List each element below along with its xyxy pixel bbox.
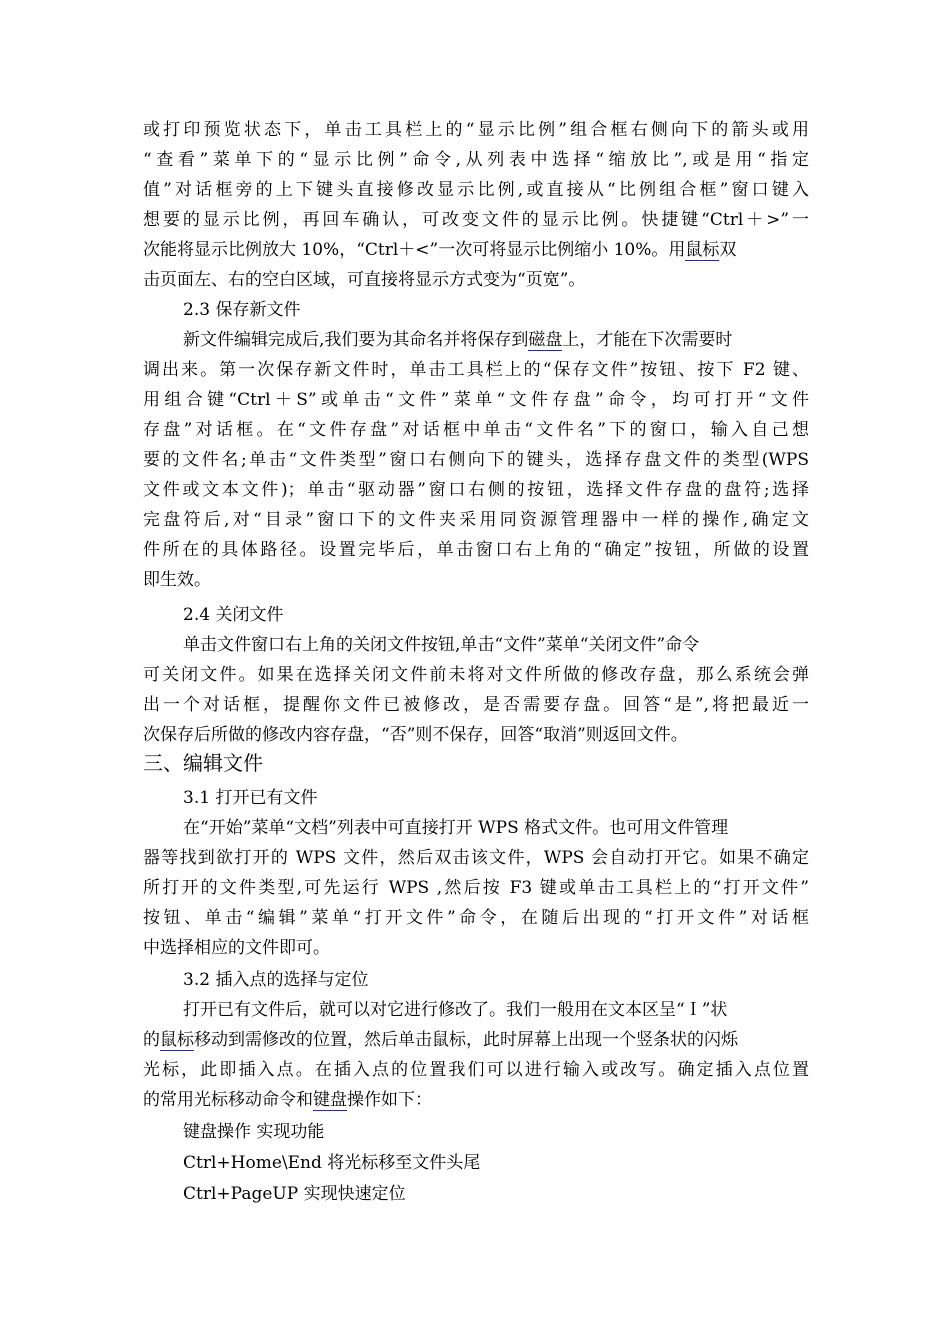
text-line: 中选择相应的文件即可。 (143, 938, 330, 958)
text-line: 或打印预览状态下，单击工具栏上的“显示比例”组合框右侧向下的箭头或用 (143, 120, 809, 140)
section-heading-3-1: 3.1 打开已有文件 (183, 788, 318, 808)
text-line: 击页面左、右的空白区域，可直接将显示方式变为“页宽”。 (143, 270, 586, 290)
section-heading-2-3: 2.3 保存新文件 (183, 300, 301, 320)
text-line: 器等找到欲打开的 WPS 文件，然后双击该文件，WPS 会自动打开它。如果不确定 (143, 848, 809, 868)
chapter-heading-edit-file: 三、编辑文件 (143, 751, 263, 775)
text-segment: 移动到需修改的位置，然后单击鼠标，此时屏幕上出现一个竖条状的闪烁 (194, 1030, 738, 1050)
paragraph-close-file (143, 630, 809, 750)
text-line: 完盘符后,对“目录”窗口下的文件夹采用同资源管理器中一样的操作,确定文 (143, 510, 809, 530)
text-line (143, 325, 809, 355)
keyboard-link[interactable]: 键盘 (313, 1090, 347, 1110)
list-item: 键盘操作 实现功能 (183, 1122, 325, 1142)
text-line: 单击文件窗口右上角的关闭文件按钮,单击“文件”菜单“关闭文件”命令 (183, 635, 700, 655)
text-line: 要的文件名;单击“文件类型”窗口右侧向下的键头，选择存盘文件的类型(WPS (143, 450, 809, 470)
text-line: 次保存后所做的修改内容存盘，“否”则不保存，回答“取消”则返回文件。 (143, 725, 688, 745)
list-item: Ctrl+PageUP 实现快速定位 (183, 1184, 406, 1204)
text-line: 件所在的具体路径。设置完毕后，单击窗口右上角的“确定”按钮，所做的设置 (143, 540, 809, 560)
text-line: 调出来。第一次保存新文件时，单击工具栏上的“保存文件”按钮、按下 F2 键、 (143, 360, 809, 380)
text-segment: 双 (719, 240, 737, 260)
text-segment: 操作如下： (347, 1090, 432, 1110)
text-segment: 上，才能在下次需要时 (562, 330, 733, 350)
text-line: 所打开的文件类型,可先运行 WPS ,然后按 F3 键或单击工具栏上的“打开文件” (143, 878, 809, 898)
text-line: “查看”菜单下的“显示比例”命令,从列表中选择“缩放比”,或是用“指定 (143, 150, 809, 170)
text-segment: 的常用光标移动命令和 (143, 1090, 313, 1110)
text-line: 出一个对话框，提醒你文件已被修改，是否需要存盘。回答“是”,将把最近一 (143, 695, 809, 715)
text-segment: 新文件编辑完成后,我们要为其命名并将保存到 (183, 330, 529, 350)
paragraph-open-file (143, 813, 809, 963)
text-segment: 次能将显示比例放大 10%，“Ctrl＋<”一次可将显示比例缩小 10%。用 (143, 240, 686, 260)
section-heading-3-2: 3.2 插入点的选择与定位 (183, 970, 369, 990)
mouse-link[interactable]: 鼠标 (160, 1030, 194, 1050)
disk-link[interactable]: 磁盘 (528, 330, 563, 350)
text-line: 文件或文本文件)；单击“驱动器”窗口右侧的按钮，选择文件存盘的盘符;选择 (143, 480, 809, 500)
text-line: 值”对话框旁的上下键头直接修改显示比例,或直接从“比例组合框”窗口键入 (143, 180, 809, 200)
text-line: 可关闭文件。如果在选择关闭文件前未将对文件所做的修改存盘，那么系统会弹 (143, 665, 809, 685)
text-line (143, 1025, 809, 1055)
text-line (143, 235, 809, 265)
paragraph-display-ratio (143, 115, 809, 295)
text-line: 存盘”对话框。在“文件存盘”对话框中单击“文件名”下的窗口，输入自己想 (143, 420, 809, 440)
text-line: 光标，此即插入点。在插入点的位置我们可以进行输入或改写。确定插入点位置 (143, 1060, 809, 1080)
text-line: 打开已有文件后，就可以对它进行修改了。我们一般用在文本区呈“Ｉ”状 (183, 1000, 728, 1020)
text-line: 用组合键“Ctrl＋S”或单击“文件”菜单“文件存盘”命令，均可打开“文件 (143, 390, 809, 410)
text-line (143, 1085, 809, 1115)
text-line: 想要的显示比例，再回车确认，可改变文件的显示比例。快捷键“Ctrl＋>”一 (143, 210, 809, 230)
text-segment: 的 (143, 1030, 160, 1050)
section-heading-2-4: 2.4 关闭文件 (183, 605, 284, 625)
paragraph-save-file (143, 325, 809, 595)
list-item: Ctrl+Home\End 将光标移至文件头尾 (183, 1153, 481, 1173)
mouse-link[interactable]: 鼠标 (685, 240, 720, 260)
paragraph-insertion-point (143, 995, 809, 1115)
text-line: 即生效。 (143, 570, 211, 590)
text-line: 在“开始”菜单“文档”列表中可直接打开 WPS 格式文件。也可用文件管理 (183, 818, 729, 838)
text-line: 按钮、单击“编辑”菜单“打开文件”命令，在随后出现的“打开文件”对话框 (143, 908, 809, 928)
